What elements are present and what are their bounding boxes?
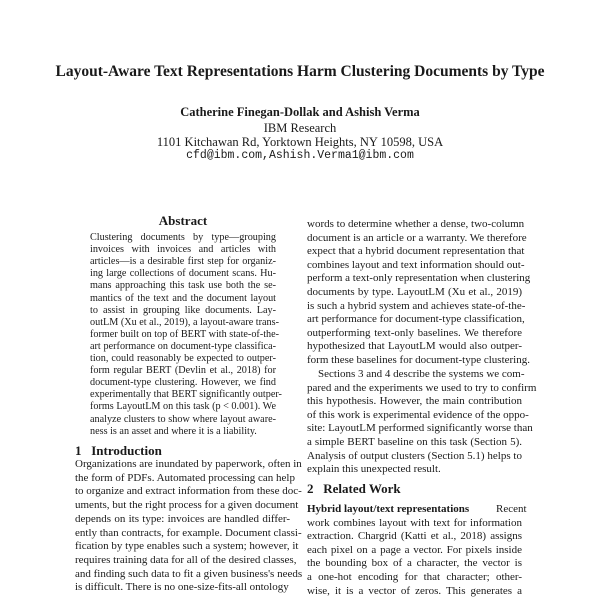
abstract-heading: Abstract [158, 213, 208, 228]
text-line: Sections 3 and 4 describe the systems we com- [318, 368, 525, 380]
text-line: wise, it is a vector of zeros. This generates a [307, 585, 522, 597]
text-line: Analysis of output clusters (Section 5.1) helps to [307, 450, 522, 462]
text-line: uments, but the right process for a given document [75, 499, 299, 511]
text-line: invoices with invoices and articles with [90, 244, 276, 255]
paper-title: Layout-Aware Text Representations Harm Clustering Documents by Type [55, 63, 545, 80]
text-line: fication by type enables such a system; however, it [75, 540, 299, 552]
text-line: form regular BERT (Devlin et al., 2018) for [90, 365, 276, 376]
text-line: to organize and extract information from these doc- [75, 485, 302, 497]
text-line: mans approaching this task use both the se- [90, 280, 276, 291]
related-work-heading: 2 Related Work [307, 481, 401, 496]
text-line: of this work is experimental evidence of the oppo- [307, 409, 529, 421]
text-line: site: LayoutLM performed significantly worse than [307, 422, 533, 434]
text-line: words to determine whether a dense, two-column [307, 218, 525, 230]
text-line: is difficult. There is no one-size-fits-all ontology [75, 581, 289, 593]
text-line: Clustering documents by type—grouping [90, 232, 276, 243]
author-names: Catherine Finegan-Dollak and Ashish Verma [180, 105, 420, 119]
text-line: and finding such data to fit a given business's needs [75, 568, 303, 580]
related-runin-heading: Hybrid layout/text representations [307, 503, 470, 515]
text-line: tion, could reasonably be expected to outper- [90, 353, 276, 364]
text-line: forms LayoutLM on this task (p < 0.001). We [90, 401, 276, 412]
text-line: work combines layout with text for information [307, 517, 522, 529]
text-line: former built on top of BERT with state-of-the- [90, 329, 280, 340]
text-line: each pixel on a page a vector. For pixels inside [307, 544, 522, 556]
text-line: document-type clustering. However, we find [90, 377, 276, 388]
text-line: pared and the experiments we used to try to confirm [307, 382, 537, 394]
text-line: a simple BERT baseline on this task (Section 5). [307, 436, 522, 448]
text-line: expect that a hybrid document representation that [307, 245, 525, 257]
text-line: mantics of the text and the document layout [90, 293, 276, 304]
text-line: the bounding box of a character, the vector is [307, 557, 522, 569]
text-line: a one-hot encoding for that character; other- [307, 571, 522, 583]
text-line: the form of PDFs. Automated processing can help [75, 472, 295, 484]
text-line: articles—is a desirable first step for organiz- [90, 256, 276, 267]
text-line: art performance for document-type classification, [307, 313, 525, 325]
text-line: documents by type. LayoutLM (Xu et al., 2019) [307, 286, 522, 298]
text-line: ness is an asset and where it is a liability. [90, 426, 257, 437]
text-line: requires training data for all of the desired classes, [75, 554, 297, 566]
text-line: document is an article or a warranty. We therefore [307, 232, 527, 244]
text-line: to assist in grouping like documents. Lay- [90, 305, 276, 316]
text-line: depends on its type: invoices are handled differ- [75, 513, 290, 525]
text-line: explain this unexpected result. [307, 463, 441, 475]
text-line: outperforming text-only baselines. We therefore [307, 327, 522, 339]
text-line: combines layout and text information should out- [307, 259, 525, 271]
text-line: outLM (Xu et al., 2019), a layout-aware trans- [90, 317, 279, 328]
text-line: is such a hybrid system and achieves state-of-the- [307, 300, 526, 312]
text-line: form these baselines for document-type clustering. [307, 354, 530, 366]
text-line: ing large collections of document scans. Hu- [90, 268, 276, 279]
address: 1101 Kitchawan Rd, Yorktown Heights, NY 10598, USA [156, 135, 444, 149]
text-line: art performance on document-type classifica- [90, 341, 276, 352]
text-line: analyze clusters to show where layout aware- [90, 414, 276, 425]
text-line: experimentally that BERT significantly outper- [90, 389, 282, 400]
text-line: hypothesized that LayoutLM would also outper- [307, 340, 522, 352]
text-line: perform a text-only representation when clustering [307, 272, 531, 284]
author-emails: cfd@ibm.com,Ashish.Verma1@ibm.com [186, 149, 414, 162]
text-line: Recent [496, 503, 527, 515]
affiliation: IBM Research [263, 121, 337, 135]
text-line: extraction. Chargrid (Katti et al., 2018) assigns [307, 530, 522, 542]
text-line: ently than contracts, for example. Document classi- [75, 527, 302, 539]
text-line: this hypothesis. However, the main contribution [307, 395, 522, 407]
intro-heading: 1 Introduction [75, 443, 162, 458]
text-line: Organizations are inundated by paperwork, often in [75, 458, 302, 470]
